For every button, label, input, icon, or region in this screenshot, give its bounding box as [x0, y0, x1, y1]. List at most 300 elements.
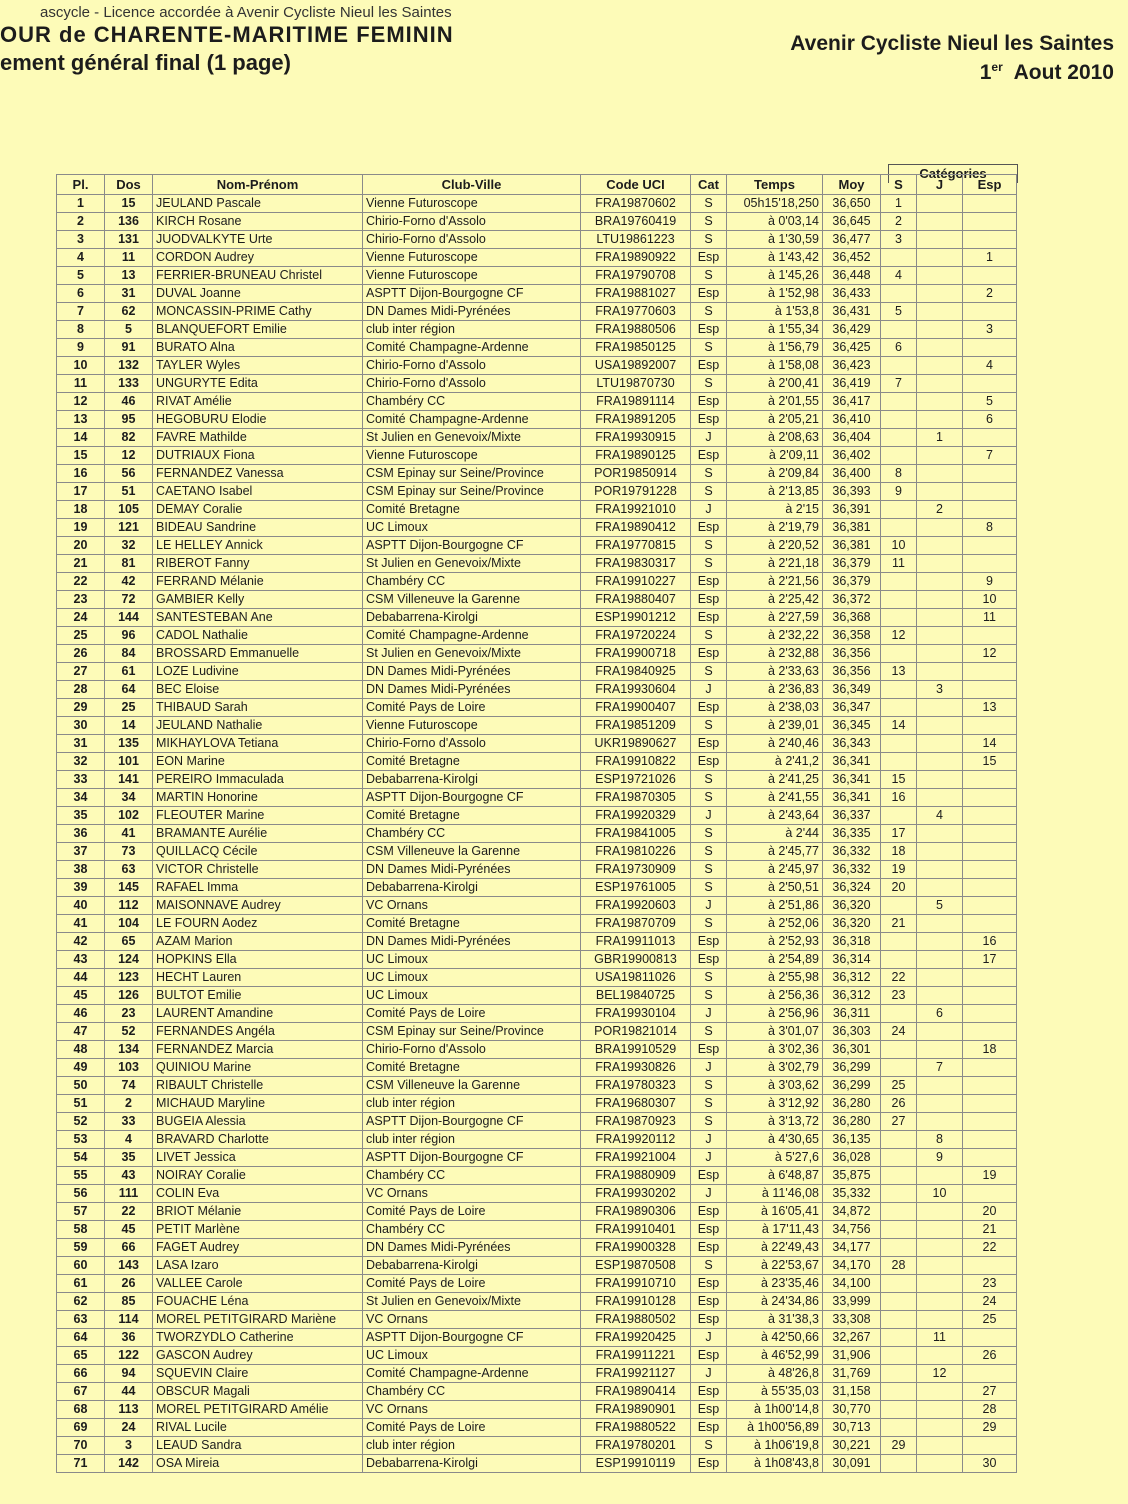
junior-rank-cell: 1 [917, 429, 963, 447]
category-cell: J [691, 1059, 727, 1077]
uci-code-cell: FRA19870923 [581, 1113, 691, 1131]
place-cell: 22 [57, 573, 105, 591]
table-row [57, 519, 1017, 537]
name-cell: FERNANDES Angéla [153, 1023, 363, 1041]
category-cell: J [691, 1005, 727, 1023]
club-cell: Debabarrena-Kirolgi [363, 1455, 581, 1473]
time-cell: à 2'45,97 [727, 861, 823, 879]
club-cell: Chambéry CC [363, 1221, 581, 1239]
espoir-rank-cell: 12 [963, 645, 1017, 663]
uci-code-cell: FRA19881027 [581, 285, 691, 303]
junior-rank-cell [917, 1095, 963, 1113]
category-cell: Esp [691, 573, 727, 591]
table-row [57, 591, 1017, 609]
uci-code-cell: LTU19861223 [581, 231, 691, 249]
average-speed-cell: 36,410 [823, 411, 881, 429]
time-cell: à 5'27,6 [727, 1149, 823, 1167]
name-cell: MOREL PETITGIRARD Amélie [153, 1401, 363, 1419]
uci-code-cell: FRA19830317 [581, 555, 691, 573]
senior-rank-cell [881, 1455, 917, 1473]
time-cell: à 1'30,59 [727, 231, 823, 249]
bib-cell: 82 [105, 429, 153, 447]
name-cell: BRAVARD Charlotte [153, 1131, 363, 1149]
category-cell: Esp [691, 447, 727, 465]
uci-code-cell: FRA19890414 [581, 1383, 691, 1401]
bib-cell: 142 [105, 1455, 153, 1473]
time-cell: à 1'45,26 [727, 267, 823, 285]
date-day: 1 [979, 61, 992, 84]
club-cell: Comité Pays de Loire [363, 699, 581, 717]
senior-rank-cell [881, 429, 917, 447]
espoir-rank-cell [963, 663, 1017, 681]
senior-rank-cell: 21 [881, 915, 917, 933]
bib-cell: 36 [105, 1329, 153, 1347]
category-cell: S [691, 627, 727, 645]
bib-cell: 135 [105, 735, 153, 753]
junior-rank-cell [917, 1203, 963, 1221]
club-cell: DN Dames Midi-Pyrénées [363, 1239, 581, 1257]
place-cell: 45 [57, 987, 105, 1005]
place-cell: 14 [57, 429, 105, 447]
organizer-club: Avenir Cycliste Nieul les Saintes [790, 32, 1114, 55]
table-row [57, 537, 1017, 555]
senior-rank-cell: 20 [881, 879, 917, 897]
junior-rank-cell [917, 771, 963, 789]
category-cell: Esp [691, 735, 727, 753]
table-row [57, 951, 1017, 969]
junior-rank-cell [917, 717, 963, 735]
time-cell: à 55'35,03 [727, 1383, 823, 1401]
senior-rank-cell: 1 [881, 195, 917, 213]
bib-cell: 145 [105, 879, 153, 897]
place-cell: 51 [57, 1095, 105, 1113]
senior-rank-cell [881, 1221, 917, 1239]
uci-code-cell: ESP19910119 [581, 1455, 691, 1473]
table-row [57, 663, 1017, 681]
category-cell: J [691, 429, 727, 447]
name-cell: FERNANDEZ Marcia [153, 1041, 363, 1059]
place-cell: 11 [57, 375, 105, 393]
junior-rank-cell [917, 1257, 963, 1275]
category-cell: J [691, 1149, 727, 1167]
category-cell: Esp [691, 1203, 727, 1221]
espoir-rank-cell: 6 [963, 411, 1017, 429]
senior-rank-cell [881, 1059, 917, 1077]
club-cell: UC Limoux [363, 969, 581, 987]
senior-rank-cell [881, 1131, 917, 1149]
place-cell: 58 [57, 1221, 105, 1239]
average-speed-cell: 36,356 [823, 663, 881, 681]
time-cell: à 2'54,89 [727, 951, 823, 969]
bib-cell: 141 [105, 771, 153, 789]
club-cell: club inter région [363, 1437, 581, 1455]
place-cell: 6 [57, 285, 105, 303]
uci-code-cell: FRA19911013 [581, 933, 691, 951]
time-cell: à 24'34,86 [727, 1293, 823, 1311]
name-cell: FERRAND Mélanie [153, 573, 363, 591]
junior-rank-cell [917, 915, 963, 933]
time-cell: à 2'25,42 [727, 591, 823, 609]
senior-rank-cell [881, 447, 917, 465]
uci-code-cell: FRA19920112 [581, 1131, 691, 1149]
average-speed-cell: 35,332 [823, 1185, 881, 1203]
junior-rank-cell [917, 735, 963, 753]
table-row [57, 699, 1017, 717]
espoir-rank-cell [963, 969, 1017, 987]
name-cell: HECHT Lauren [153, 969, 363, 987]
uci-code-cell: FRA19900718 [581, 645, 691, 663]
bib-cell: 5 [105, 321, 153, 339]
average-speed-cell: 36,343 [823, 735, 881, 753]
senior-rank-cell [881, 591, 917, 609]
table-row [57, 771, 1017, 789]
senior-rank-cell: 16 [881, 789, 917, 807]
senior-rank-cell [881, 699, 917, 717]
place-cell: 53 [57, 1131, 105, 1149]
average-speed-cell: 36,312 [823, 969, 881, 987]
place-cell: 21 [57, 555, 105, 573]
uci-code-cell: FRA19930104 [581, 1005, 691, 1023]
bib-cell: 64 [105, 681, 153, 699]
bib-cell: 25 [105, 699, 153, 717]
senior-rank-cell [881, 645, 917, 663]
espoir-rank-cell: 14 [963, 735, 1017, 753]
place-cell: 35 [57, 807, 105, 825]
club-cell: ASPTT Dijon-Bourgogne CF [363, 1149, 581, 1167]
espoir-rank-cell [963, 1149, 1017, 1167]
time-cell: à 2'39,01 [727, 717, 823, 735]
club-cell: Vienne Futuroscope [363, 717, 581, 735]
uci-code-cell: FRA19930826 [581, 1059, 691, 1077]
category-cell: Esp [691, 645, 727, 663]
senior-rank-cell [881, 681, 917, 699]
name-cell: THIBAUD Sarah [153, 699, 363, 717]
name-cell: RIBAULT Christelle [153, 1077, 363, 1095]
bib-cell: 103 [105, 1059, 153, 1077]
place-cell: 49 [57, 1059, 105, 1077]
junior-rank-cell [917, 195, 963, 213]
junior-rank-cell: 11 [917, 1329, 963, 1347]
name-cell: BURATO Alna [153, 339, 363, 357]
table-row [57, 1383, 1017, 1401]
place-cell: 9 [57, 339, 105, 357]
uci-code-cell: FRA19910128 [581, 1293, 691, 1311]
senior-rank-cell [881, 411, 917, 429]
senior-rank-cell [881, 933, 917, 951]
time-cell: à 2'41,25 [727, 771, 823, 789]
espoir-rank-cell [963, 681, 1017, 699]
bib-cell: 105 [105, 501, 153, 519]
espoir-rank-cell: 30 [963, 1455, 1017, 1473]
average-speed-cell: 36,320 [823, 897, 881, 915]
bib-cell: 131 [105, 231, 153, 249]
place-cell: 24 [57, 609, 105, 627]
bib-cell: 3 [105, 1437, 153, 1455]
senior-rank-cell [881, 735, 917, 753]
bib-cell: 133 [105, 375, 153, 393]
senior-rank-cell: 23 [881, 987, 917, 1005]
average-speed-cell: 31,158 [823, 1383, 881, 1401]
club-cell: Comité Pays de Loire [363, 1203, 581, 1221]
espoir-rank-cell [963, 465, 1017, 483]
club-cell: Chirio-Forno d'Assolo [363, 213, 581, 231]
bib-cell: 132 [105, 357, 153, 375]
espoir-rank-cell [963, 501, 1017, 519]
average-speed-cell: 32,267 [823, 1329, 881, 1347]
place-cell: 43 [57, 951, 105, 969]
club-cell: club inter région [363, 1095, 581, 1113]
bib-cell: 113 [105, 1401, 153, 1419]
name-cell: QUILLACQ Cécile [153, 843, 363, 861]
senior-rank-cell: 27 [881, 1113, 917, 1131]
espoir-rank-cell [963, 1257, 1017, 1275]
uci-code-cell: FRA19890922 [581, 249, 691, 267]
club-cell: UC Limoux [363, 519, 581, 537]
uci-code-cell: FRA19900328 [581, 1239, 691, 1257]
senior-rank-cell [881, 1311, 917, 1329]
uci-code-cell: FRA19891114 [581, 393, 691, 411]
uci-code-cell: USA19892007 [581, 357, 691, 375]
espoir-rank-cell: 2 [963, 285, 1017, 303]
uci-code-cell: FRA19890412 [581, 519, 691, 537]
time-cell: à 2'41,55 [727, 789, 823, 807]
uci-code-cell: BRA19760419 [581, 213, 691, 231]
place-cell: 41 [57, 915, 105, 933]
bib-cell: 41 [105, 825, 153, 843]
bib-cell: 81 [105, 555, 153, 573]
time-cell: à 2'51,86 [727, 897, 823, 915]
time-cell: à 22'49,43 [727, 1239, 823, 1257]
average-speed-cell: 33,999 [823, 1293, 881, 1311]
category-cell: Esp [691, 1275, 727, 1293]
table-row [57, 303, 1017, 321]
name-cell: COLIN Eva [153, 1185, 363, 1203]
senior-rank-cell [881, 1365, 917, 1383]
name-cell: BEC Eloise [153, 681, 363, 699]
club-cell: Comité Champagne-Ardenne [363, 627, 581, 645]
bib-cell: 26 [105, 1275, 153, 1293]
table-row [57, 249, 1017, 267]
average-speed-cell: 34,872 [823, 1203, 881, 1221]
time-cell: à 1'43,42 [727, 249, 823, 267]
club-cell: ASPTT Dijon-Bourgogne CF [363, 537, 581, 555]
place-cell: 33 [57, 771, 105, 789]
uci-code-cell: FRA19910822 [581, 753, 691, 771]
place-cell: 31 [57, 735, 105, 753]
junior-rank-cell [917, 825, 963, 843]
category-cell: Esp [691, 411, 727, 429]
place-cell: 68 [57, 1401, 105, 1419]
time-cell: à 2'19,79 [727, 519, 823, 537]
place-cell: 27 [57, 663, 105, 681]
name-cell: FOUACHE Léna [153, 1293, 363, 1311]
category-cell: Esp [691, 357, 727, 375]
category-cell: J [691, 897, 727, 915]
table-row [57, 1239, 1017, 1257]
category-cell: Esp [691, 285, 727, 303]
name-cell: DUVAL Joanne [153, 285, 363, 303]
average-speed-cell: 33,308 [823, 1311, 881, 1329]
name-cell: PETIT Marlène [153, 1221, 363, 1239]
time-cell: à 3'02,79 [727, 1059, 823, 1077]
average-speed-cell: 36,318 [823, 933, 881, 951]
average-speed-cell: 36,452 [823, 249, 881, 267]
average-speed-cell: 36,311 [823, 1005, 881, 1023]
category-cell: S [691, 267, 727, 285]
table-row [57, 375, 1017, 393]
junior-rank-cell [917, 1311, 963, 1329]
uci-code-cell: FRA19810226 [581, 843, 691, 861]
col-club-ville-header: Club-Ville [363, 175, 581, 195]
name-cell: AZAM Marion [153, 933, 363, 951]
category-cell: J [691, 1131, 727, 1149]
average-speed-cell: 36,347 [823, 699, 881, 717]
junior-rank-cell: 10 [917, 1185, 963, 1203]
time-cell: à 2'36,83 [727, 681, 823, 699]
club-cell: Comité Champagne-Ardenne [363, 339, 581, 357]
uci-code-cell: FRA19770603 [581, 303, 691, 321]
espoir-rank-cell [963, 1095, 1017, 1113]
average-speed-cell: 36,400 [823, 465, 881, 483]
average-speed-cell: 36,358 [823, 627, 881, 645]
club-cell: Chambéry CC [363, 1383, 581, 1401]
senior-rank-cell: 9 [881, 483, 917, 501]
time-cell: à 2'52,06 [727, 915, 823, 933]
club-cell: Chirio-Forno d'Assolo [363, 735, 581, 753]
junior-rank-cell [917, 447, 963, 465]
table-row [57, 1221, 1017, 1239]
date-ordinal: er [991, 60, 1003, 74]
bib-cell: 12 [105, 447, 153, 465]
place-cell: 50 [57, 1077, 105, 1095]
category-cell: Esp [691, 933, 727, 951]
name-cell: LAURENT Amandine [153, 1005, 363, 1023]
espoir-rank-cell [963, 213, 1017, 231]
time-cell: à 3'13,72 [727, 1113, 823, 1131]
bib-cell: 102 [105, 807, 153, 825]
categories-header: Catégories [888, 164, 1018, 183]
category-cell: S [691, 465, 727, 483]
race-date [980, 60, 1114, 85]
table-row [57, 969, 1017, 987]
espoir-rank-cell [963, 339, 1017, 357]
table-row [57, 555, 1017, 573]
bib-cell: 101 [105, 753, 153, 771]
category-cell: S [691, 843, 727, 861]
club-cell: DN Dames Midi-Pyrénées [363, 663, 581, 681]
time-cell: à 2'21,18 [727, 555, 823, 573]
place-cell: 46 [57, 1005, 105, 1023]
category-cell: S [691, 1077, 727, 1095]
club-cell: Vienne Futuroscope [363, 249, 581, 267]
junior-rank-cell [917, 987, 963, 1005]
senior-rank-cell: 29 [881, 1437, 917, 1455]
name-cell: JEULAND Nathalie [153, 717, 363, 735]
table-row [57, 1437, 1017, 1455]
average-speed-cell: 36,324 [823, 879, 881, 897]
club-cell: DN Dames Midi-Pyrénées [363, 303, 581, 321]
average-speed-cell: 36,419 [823, 375, 881, 393]
bib-cell: 31 [105, 285, 153, 303]
senior-rank-cell [881, 1419, 917, 1437]
table-row [57, 825, 1017, 843]
uci-code-cell: FRA19880909 [581, 1167, 691, 1185]
col-cat-s-header: S [881, 175, 917, 195]
table-row [57, 879, 1017, 897]
average-speed-cell: 36,320 [823, 915, 881, 933]
club-cell: St Julien en Genevoix/Mixte [363, 1293, 581, 1311]
uci-code-cell: ESP19901212 [581, 609, 691, 627]
average-speed-cell: 36,425 [823, 339, 881, 357]
bib-cell: 114 [105, 1311, 153, 1329]
junior-rank-cell [917, 969, 963, 987]
category-cell: J [691, 1185, 727, 1203]
club-cell: CSM Epinay sur Seine/Province [363, 465, 581, 483]
name-cell: MAISONNAVE Audrey [153, 897, 363, 915]
senior-rank-cell [881, 501, 917, 519]
col-moy-header: Moy [823, 175, 881, 195]
place-cell: 13 [57, 411, 105, 429]
junior-rank-cell [917, 843, 963, 861]
senior-rank-cell: 8 [881, 465, 917, 483]
place-cell: 54 [57, 1149, 105, 1167]
uci-code-cell: GBR19900813 [581, 951, 691, 969]
time-cell: à 2'00,41 [727, 375, 823, 393]
espoir-rank-cell [963, 771, 1017, 789]
bib-cell: 43 [105, 1167, 153, 1185]
junior-rank-cell [917, 663, 963, 681]
junior-rank-cell: 6 [917, 1005, 963, 1023]
senior-rank-cell [881, 1167, 917, 1185]
espoir-rank-cell [963, 843, 1017, 861]
club-cell: Comité Bretagne [363, 753, 581, 771]
place-cell: 3 [57, 231, 105, 249]
average-speed-cell: 34,756 [823, 1221, 881, 1239]
name-cell: DEMAY Coralie [153, 501, 363, 519]
name-cell: NOIRAY Coralie [153, 1167, 363, 1185]
table-row [57, 573, 1017, 591]
table-row [57, 1401, 1017, 1419]
time-cell: à 1h06'19,8 [727, 1437, 823, 1455]
category-cell: S [691, 969, 727, 987]
bib-cell: 62 [105, 303, 153, 321]
average-speed-cell: 36,404 [823, 429, 881, 447]
place-cell: 16 [57, 465, 105, 483]
name-cell: RAFAEL Imma [153, 879, 363, 897]
club-cell: Comité Pays de Loire [363, 1419, 581, 1437]
club-cell: Comité Champagne-Ardenne [363, 411, 581, 429]
espoir-rank-cell [963, 897, 1017, 915]
table-row [57, 1059, 1017, 1077]
place-cell: 44 [57, 969, 105, 987]
table-row [57, 627, 1017, 645]
bib-cell: 144 [105, 609, 153, 627]
place-cell: 67 [57, 1383, 105, 1401]
table-row [57, 1455, 1017, 1473]
time-cell: à 2'09,11 [727, 447, 823, 465]
average-speed-cell: 36,332 [823, 861, 881, 879]
senior-rank-cell [881, 1203, 917, 1221]
table-row [57, 213, 1017, 231]
name-cell: LE FOURN Aodez [153, 915, 363, 933]
club-cell: Chirio-Forno d'Assolo [363, 357, 581, 375]
club-cell: Debabarrena-Kirolgi [363, 771, 581, 789]
club-cell: DN Dames Midi-Pyrénées [363, 933, 581, 951]
time-cell: à 1h00'14,8 [727, 1401, 823, 1419]
time-cell: à 2'08,63 [727, 429, 823, 447]
junior-rank-cell: 12 [917, 1365, 963, 1383]
club-cell: ASPTT Dijon-Bourgogne CF [363, 1113, 581, 1131]
